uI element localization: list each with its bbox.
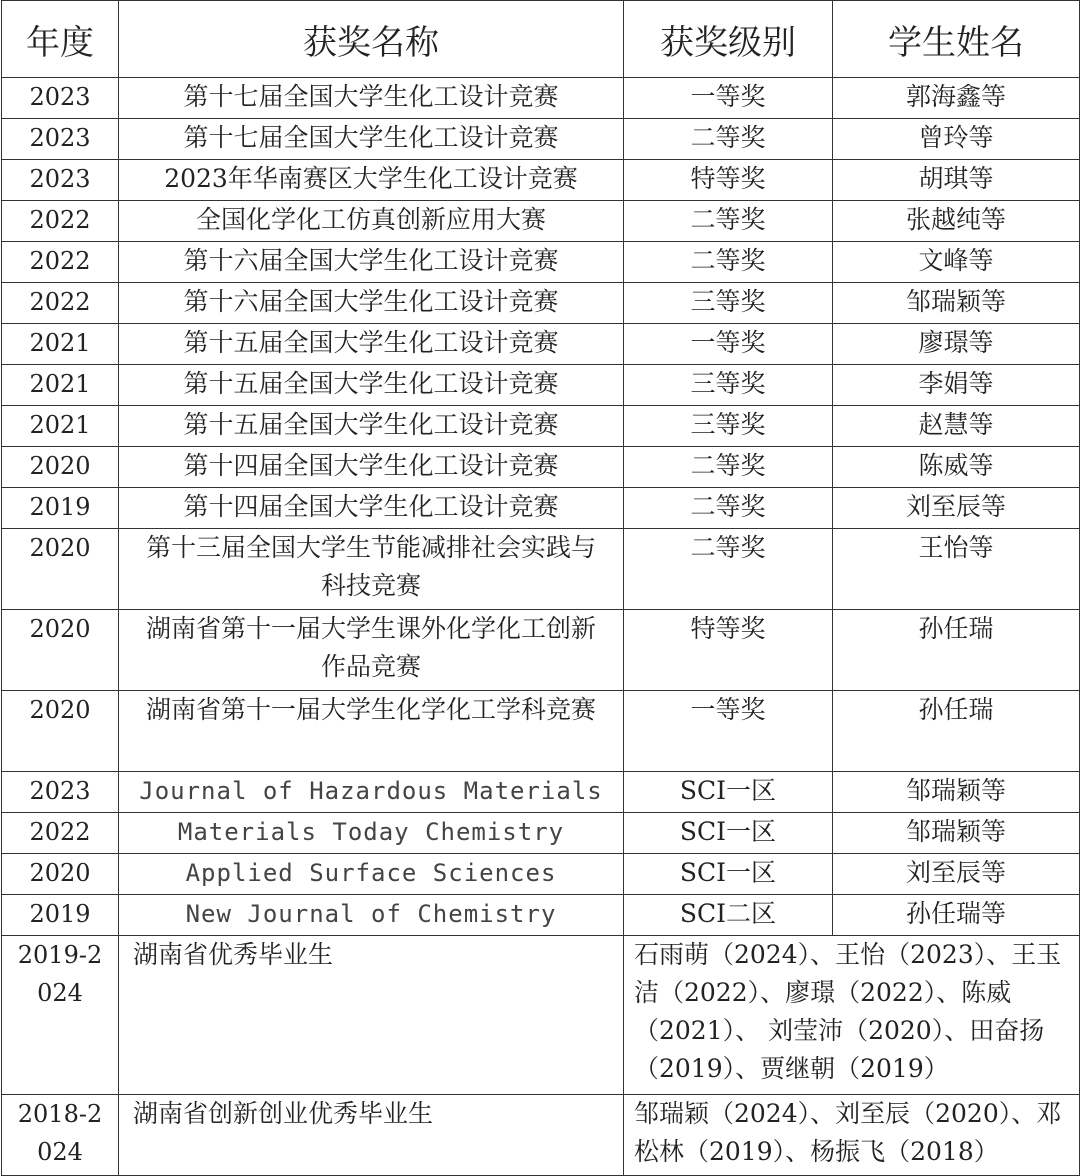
award-level-cell: 一等奖: [624, 691, 833, 772]
header-year: 年度: [2, 1, 119, 78]
year-cell: 2023: [2, 160, 119, 201]
award-name-cell: 第十六届全国大学生化工设计竞赛: [119, 242, 624, 283]
table-row: [2, 813, 1080, 854]
journal-cell: Applied Surface Sciences: [119, 854, 624, 895]
award-level-cell: 一等奖: [624, 78, 833, 119]
student-cell: 邹瑞颖等: [833, 813, 1080, 854]
table-row: [2, 1095, 1080, 1176]
table-row: [2, 772, 1080, 813]
student-cell: 孙任瑞: [833, 691, 1080, 772]
year-cell: 2021: [2, 406, 119, 447]
year-cell: 2022: [2, 201, 119, 242]
table-row: [2, 936, 1080, 1095]
year-cell: 2019: [2, 488, 119, 529]
award-level-cell: 二等奖: [624, 529, 833, 610]
student-cell: 刘至辰等: [833, 488, 1080, 529]
student-cell: 邹瑞颖等: [833, 283, 1080, 324]
award-level-cell: 一等奖: [624, 324, 833, 365]
honor-name-cell: 湖南省创新创业优秀毕业生: [119, 1095, 624, 1176]
year-cell: 2023: [2, 78, 119, 119]
year-cell: 2022: [2, 283, 119, 324]
award-level-cell: SCI二区: [624, 895, 833, 936]
honor-name-cell: 湖南省优秀毕业生: [119, 936, 624, 1095]
year-cell: 2021: [2, 365, 119, 406]
award-level-cell: 二等奖: [624, 242, 833, 283]
table-row: [2, 447, 1080, 488]
table-row: [2, 324, 1080, 365]
award-name-cell: 湖南省第十一届大学生化学化工学科竞赛: [119, 691, 624, 772]
year-range-cell: 2018-2024: [2, 1095, 119, 1176]
journal-cell: New Journal of Chemistry: [119, 895, 624, 936]
student-cell: 孙任瑞: [833, 610, 1080, 691]
award-level-cell: 特等奖: [624, 160, 833, 201]
table-row: [2, 406, 1080, 447]
student-cell: 陈威等: [833, 447, 1080, 488]
honor-students-cell: 石雨萌（2024）、王怡（2023）、王玉洁（2022）、廖璟（2022）、陈威（2021）、 刘莹沛（2020）、田奋扬（2019）、贾继朝（2019）: [624, 936, 1080, 1095]
header-award-name: 获奖名称: [119, 1, 624, 78]
table-row: [2, 691, 1080, 772]
student-cell: 邹瑞颖等: [833, 772, 1080, 813]
year-cell: 2020: [2, 854, 119, 895]
year-cell: 2022: [2, 813, 119, 854]
award-name-cell: 第十五届全国大学生化工设计竞赛: [119, 365, 624, 406]
award-name-cell: 第十七届全国大学生化工设计竞赛: [119, 119, 624, 160]
awards-table: [1, 0, 1080, 1176]
award-name-cell: 第十五届全国大学生化工设计竞赛: [119, 324, 624, 365]
award-level-cell: SCI一区: [624, 854, 833, 895]
table-row: [2, 854, 1080, 895]
student-cell: 郭海鑫等: [833, 78, 1080, 119]
table-row: [2, 488, 1080, 529]
student-cell: 孙任瑞等: [833, 895, 1080, 936]
award-level-cell: SCI一区: [624, 772, 833, 813]
award-level-cell: 三等奖: [624, 283, 833, 324]
award-name-cell: 第十四届全国大学生化工设计竞赛: [119, 488, 624, 529]
student-cell: 王怡等: [833, 529, 1080, 610]
award-name-cell: 第十五届全国大学生化工设计竞赛: [119, 406, 624, 447]
award-level-cell: 二等奖: [624, 119, 833, 160]
table-row: [2, 365, 1080, 406]
table-row: [2, 242, 1080, 283]
year-cell: 2020: [2, 691, 119, 772]
table-row: [2, 160, 1080, 201]
year-range-cell: 2019-2024: [2, 936, 119, 1095]
award-name-cell: 湖南省第十一届大学生课外化学化工创新作品竞赛: [119, 610, 624, 691]
award-level-cell: 二等奖: [624, 447, 833, 488]
award-level-cell: 三等奖: [624, 365, 833, 406]
award-level-cell: 二等奖: [624, 201, 833, 242]
student-cell: 张越纯等: [833, 201, 1080, 242]
year-cell: 2020: [2, 610, 119, 691]
award-name-cell: 第十六届全国大学生化工设计竞赛: [119, 283, 624, 324]
award-name-cell: 第十七届全国大学生化工设计竞赛: [119, 78, 624, 119]
year-cell: 2021: [2, 324, 119, 365]
header-student-name: 学生姓名: [833, 1, 1080, 78]
student-cell: 赵慧等: [833, 406, 1080, 447]
header-row: [2, 1, 1080, 78]
award-name-cell: 第十四届全国大学生化工设计竞赛: [119, 447, 624, 488]
header-award-level: 获奖级别: [624, 1, 833, 78]
table-row: [2, 610, 1080, 691]
table-row: [2, 201, 1080, 242]
year-cell: 2020: [2, 529, 119, 610]
student-cell: 廖璟等: [833, 324, 1080, 365]
student-cell: 文峰等: [833, 242, 1080, 283]
table-row: [2, 529, 1080, 610]
student-cell: 刘至辰等: [833, 854, 1080, 895]
journal-cell: Materials Today Chemistry: [119, 813, 624, 854]
table-row: [2, 283, 1080, 324]
student-cell: 胡琪等: [833, 160, 1080, 201]
journal-cell: Journal of Hazardous Materials: [119, 772, 624, 813]
award-level-cell: 二等奖: [624, 488, 833, 529]
student-cell: 曾玲等: [833, 119, 1080, 160]
award-name-cell: 第十三届全国大学生节能减排社会实践与科技竞赛: [119, 529, 624, 610]
year-cell: 2020: [2, 447, 119, 488]
award-level-cell: 特等奖: [624, 610, 833, 691]
award-level-cell: 三等奖: [624, 406, 833, 447]
year-cell: 2022: [2, 242, 119, 283]
table-row: [2, 78, 1080, 119]
year-cell: 2019: [2, 895, 119, 936]
year-cell: 2023: [2, 119, 119, 160]
award-level-cell: SCI一区: [624, 813, 833, 854]
student-cell: 李娟等: [833, 365, 1080, 406]
table-row: [2, 895, 1080, 936]
award-name-cell: 2023年华南赛区大学生化工设计竞赛: [119, 160, 624, 201]
year-cell: 2023: [2, 772, 119, 813]
table-row: [2, 119, 1080, 160]
award-name-cell: 全国化学化工仿真创新应用大赛: [119, 201, 624, 242]
honor-students-cell: 邹瑞颖（2024）、刘至辰（2020）、邓松林（2019）、杨振飞（2018）: [624, 1095, 1080, 1176]
